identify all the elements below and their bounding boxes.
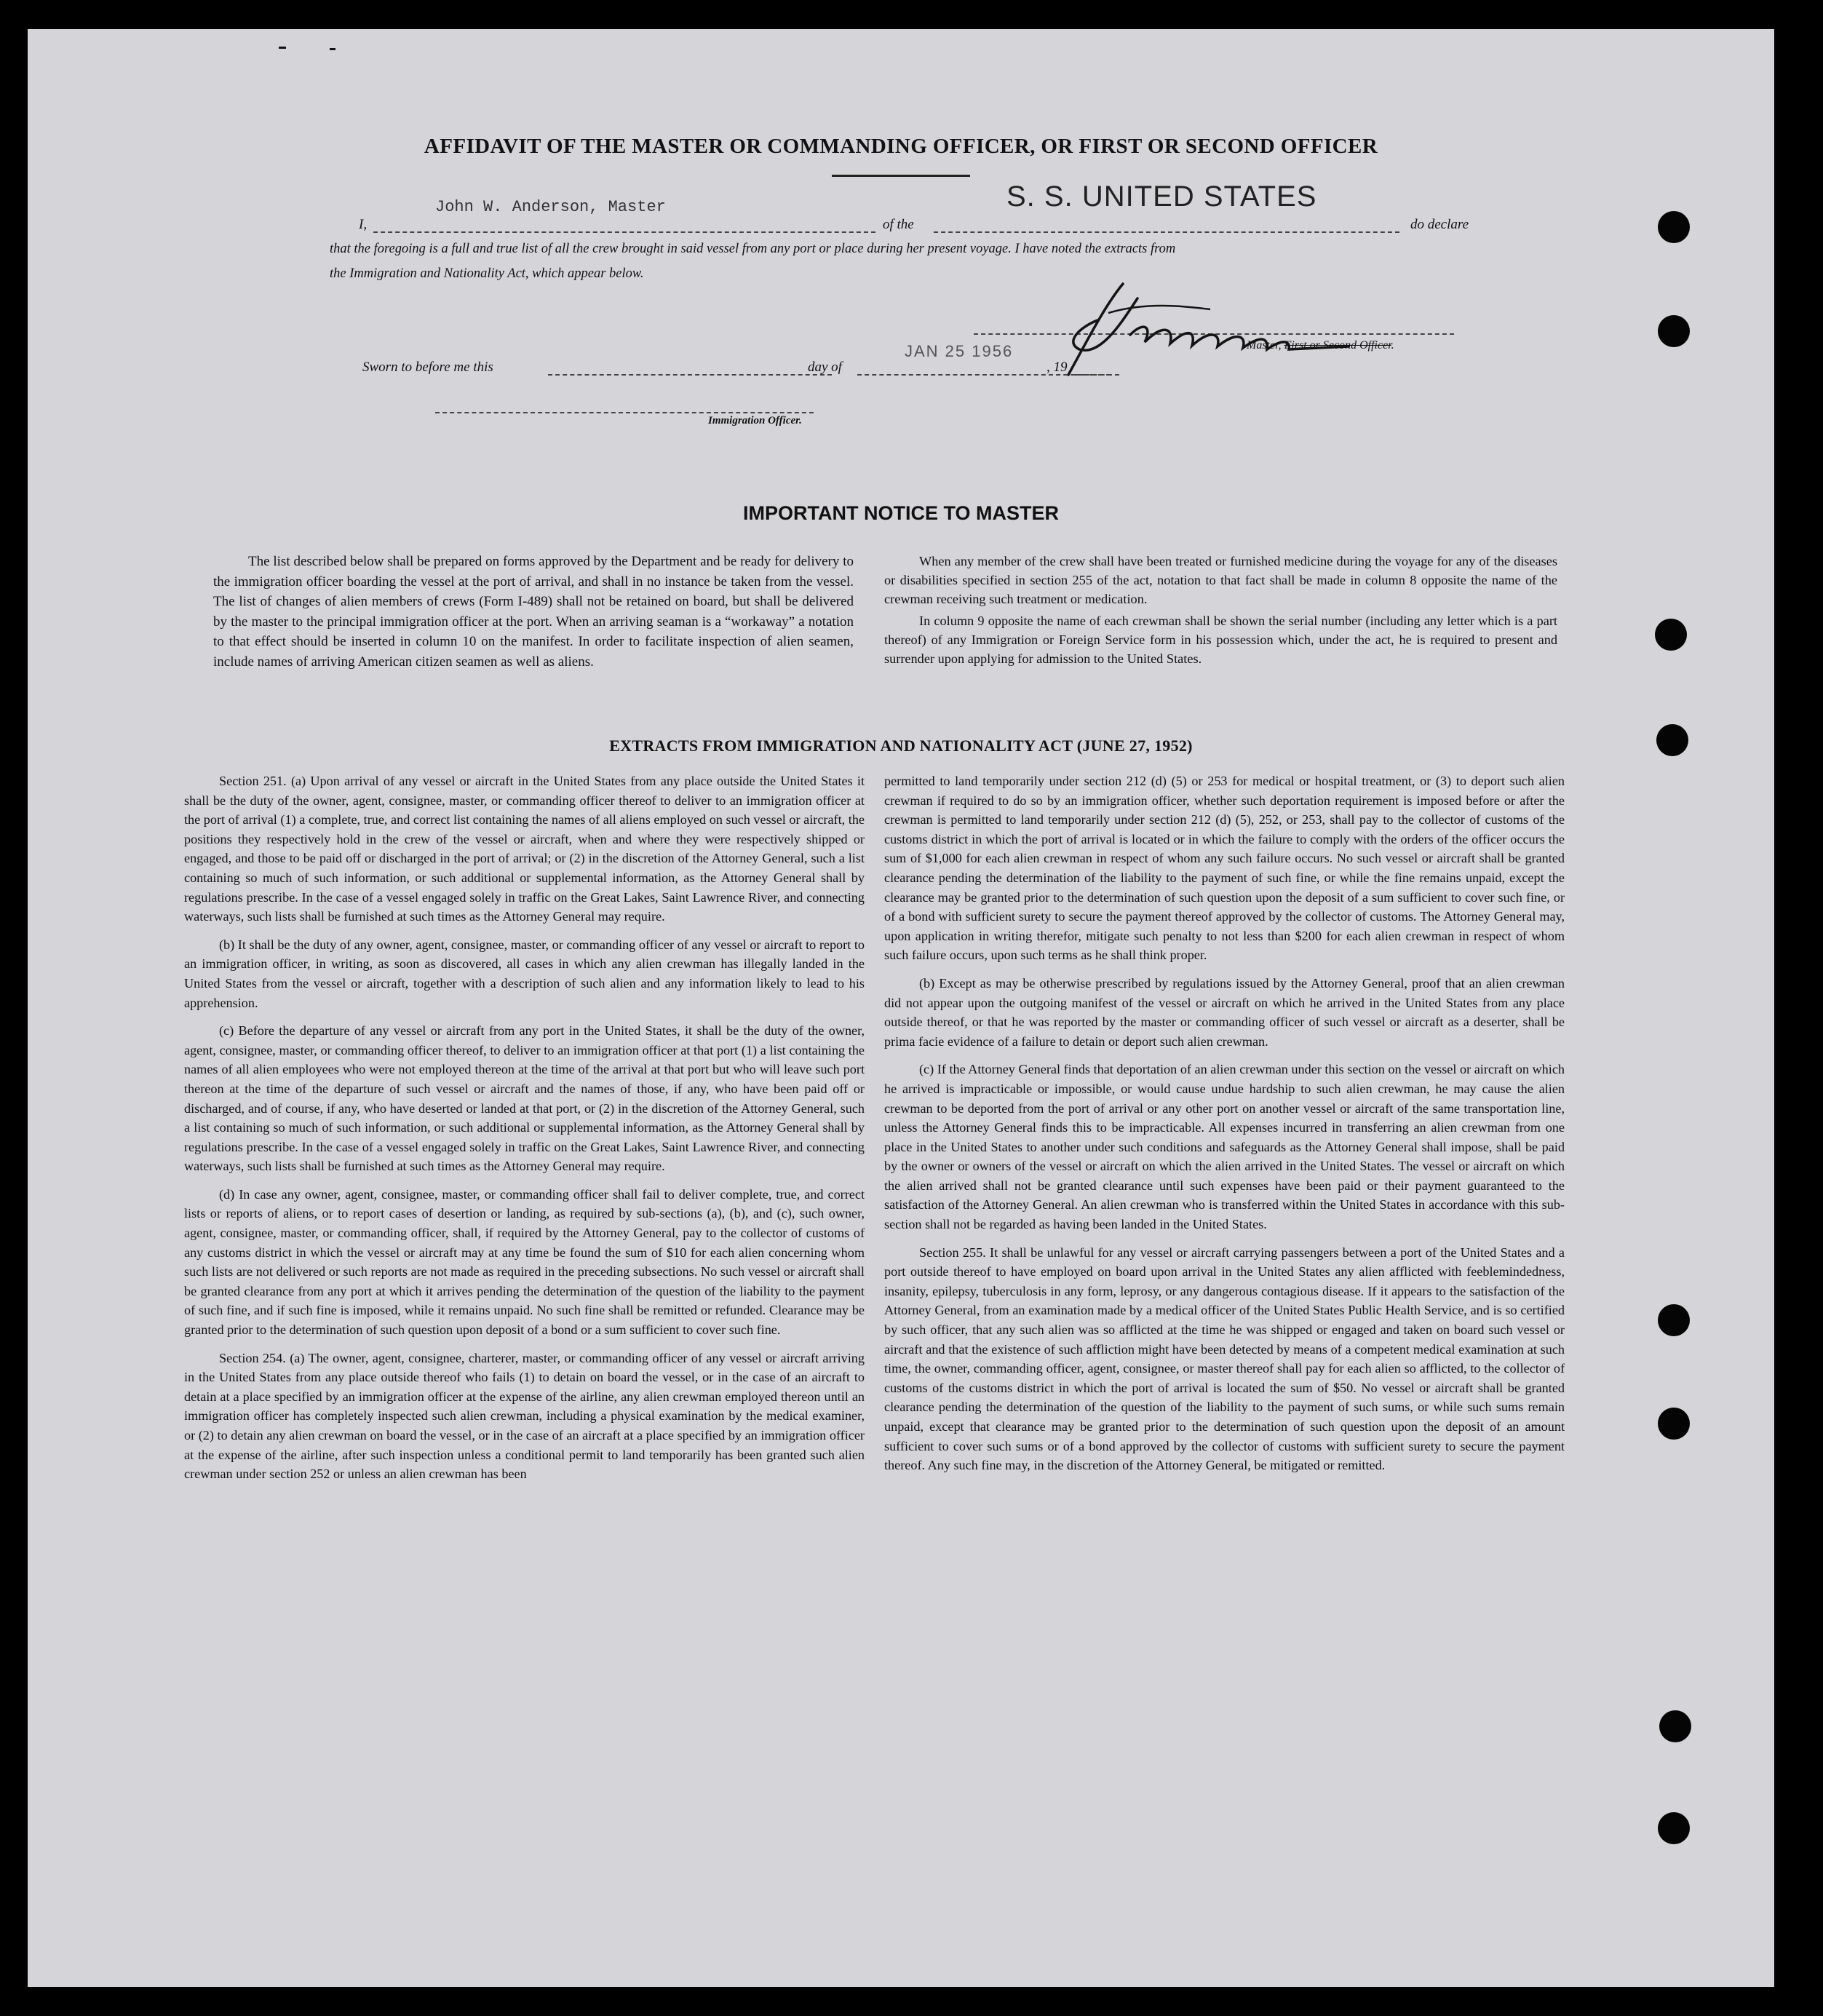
signer-title-struck: First or Second Officer: [1284, 339, 1391, 352]
binder-hole-icon: [1656, 724, 1688, 756]
binder-hole-icon: [1658, 1304, 1690, 1336]
section-251d: (d) In case any owner, agent, consignee, master, or commanding officer shall fail to deliver complete, true, and correct lists or reports of aliens, or to report cases of desertion or landing, as required by sub-sections (a), (b), and (c), such owner, agent, consignee, master, or commanding officer, shall, if required by the Attorney General, pay to the collector of customs of any customs district in which the vessel or aircraft may at any time be found the sum of $10 for each alien concerning whom such lists are not delivered or such reports are not made as required in the preceding subsections. No such vessel or aircraft shall be granted clearance from any port at which it arrives pending the determination of the question of the liability to the payment of such fine, and if such fine is imposed, while it remains unpaid. No such fine shall be remitted or refunded. Clearance may be granted prior to the determination of such question upon deposit of a bond or a sum sufficient to cover such fine.: [184, 1186, 865, 1338]
notice-right-paragraph-1: When any member of the crew shall have been treated or furnished medicine during the voyage for any of the diseases or disabilities specified in section 255 of the act, notation to that fact shall be made in column 8 opposite the name of the crewman receiving such treatment or medication.: [884, 554, 1557, 606]
notice-left-column: [213, 552, 854, 680]
vessel-line: [934, 231, 1399, 233]
year-line: [1074, 374, 1111, 376]
binder-hole-icon: [1655, 619, 1687, 651]
section-254a: Section 254. (a) The owner, agent, consignee, charterer, master, or commanding officer of any vessel or aircraft arriving in the United States from any place outside thereof who fails (1) to detain on board the vessel, or in the case of an aircraft to detain at a place specified by an immigration officer at the expense of the airline, any alien crewman employed thereon until an immigration officer has completely inspected such alien crewman, including a physical examination by the medical examiner, or (2) to detain any alien crewman on board the vessel, or in the case of an aircraft at a place specified by an immigration officer at the expense of the airline, after such inspection unless a conditional permit to land temporarily has been granted such alien crewman under section 252 or unless an alien crewman has been: [184, 1350, 865, 1482]
declarant-name: John W. Anderson, Master: [435, 198, 666, 216]
year-label: , 19: [1046, 360, 1068, 375]
statement-line-2: the Immigration and Nationality Act, which appear below.: [330, 266, 644, 281]
sworn-day-line: [548, 374, 832, 376]
notice-right-column: [884, 552, 1557, 677]
officer-label: Immigration Officer.: [708, 415, 802, 426]
section-254b: (b) Except as may be otherwise prescribed by regulations issued by the Attorney General, proof that an alien crewman did not appear upon the outgoing manifest of the vessel or aircraft on which he arrived in the United States from any place outside thereof, or that he was reported by the master or commanding officer of such vessel or aircraft as a deserter, shall be prima facie evidence of a failure to detain or deport such alien crewman.: [884, 975, 1565, 1049]
i-label: I,: [359, 217, 368, 232]
day-of-label: day of: [808, 360, 842, 375]
declarant-line: [373, 231, 875, 233]
extracts-left-column: [184, 771, 865, 1493]
section-251c: (c) Before the departure of any vessel or aircraft from any port in the United States, it shall be the duty of the owner, agent, consignee, master, or commanding officer thereof, to deliver to an immigration officer at that port (1) a list containing the names of all alien employees who were not employed thereon at the time of the arrival at that port but who will leave such port thereon at the time of the departure of such vessel or aircraft and the names of those, if any, who have been paid off or discharged, and of course, if any, who have deserted or landed at that port, or (2) in the discretion of the Attorney General, such a list containing so much of such information, or such additional or supplemental information, as the Attorney General shall by regulations prescribe. In the case of a vessel engaged solely in traffic on the Great Lakes, Saint Lawrence River, and connecting waterways, such lists shall be furnished at such times as the Attorney General may require.: [184, 1023, 865, 1174]
of-the-label: of the: [883, 217, 914, 232]
speck: [330, 48, 335, 50]
section-251b: (b) It shall be the duty of any owner, agent, consignee, master, or commanding officer of any vessel or aircraft to report to an immigration officer, in writing, as soon as discovered, all cases in which any alien crewman has illegally landed in the United States from the vessel or aircraft, together with a description of such alien and any information likely to lead to his apprehension.: [184, 937, 865, 1010]
notice-heading: IMPORTANT NOTICE TO MASTER: [743, 502, 1059, 524]
signer-title: [1247, 339, 1394, 352]
vessel-name: S. S. UNITED STATES: [1006, 180, 1317, 213]
binder-hole-icon: [1658, 1408, 1690, 1440]
binder-hole-icon: [1658, 211, 1690, 243]
section-251a: Section 251. (a) Upon arrival of any vessel or aircraft in the United States from any place outside the United States it shall be the duty of the owner, agent, consignee, master, or commanding officer thereof to deliver to an immigration officer at the port of arrival (1) a complete, true, and correct list containing the names of all aliens employed on such vessel or aircraft, the positions they respectively hold in the crew of the vessel or aircraft, when and where they were respectively shipped or engaged, and those to be paid off or discharged in the port of arrival; or (2) in the discretion of the Attorney General, such a list containing so much of such information, or such additional or supplemental information, as the Attorney General shall by regulations prescribe. In the case of a vessel engaged solely in traffic on the Great Lakes, Saint Lawrence River, and connecting waterways, such lists shall be furnished at such times as the Attorney General may require.: [184, 774, 865, 924]
signer-title-end: .: [1391, 339, 1394, 352]
section-254c: (c) If the Attorney General finds that deportation of an alien crewman under this section on the vessel or aircraft on which he arrived is impracticable or impossible, or would cause undue hardship to such alien crewman, he may cause the alien crewman to be deported from the port of arrival or any other port on another vessel or aircraft of the same transportation line, unless the Attorney General finds this to be impracticable. All expenses incurred in transferring an alien crewman from one place in the United States to another under such conditions and safeguards as the Attorney General shall impose, shall be paid by the owner or owners of the vessel or aircraft on which the alien arrived in the United States. The vessel or aircraft on which the alien arrived shall not be granted clearance until such expenses have been paid or their payment guaranteed to the satisfaction of the Attorney General. An alien crewman who is transferred within the United States in accordance with this sub-section shall not be regarded as having been landed in the United States.: [884, 1062, 1565, 1232]
date-stamp: JAN 25 1956: [905, 342, 1014, 360]
binder-hole-icon: [1658, 315, 1690, 347]
extracts-right-column: [884, 771, 1565, 1484]
binder-hole-icon: [1659, 1710, 1691, 1742]
speck: [279, 47, 286, 49]
section-255: Section 255. It shall be unlawful for any vessel or aircraft carrying passengers between a port of the United States and a port outside thereof to have employed on board upon arrival in the United States any alien afflicted with feeblemindedness, insanity, epilepsy, tuberculosis in any form, leprosy, or any dangerous contagious disease. If it appears to the satisfaction of the Attorney General, from an examination made by a medical officer of the United States Public Health Service, and is so certified by such officer, that any such alien was so afflicted at the time he was shipped or engaged and taken on board such vessel or aircraft and that the existence of such affliction might have been detected by means of a competent medical examination at such time, the owner, commanding officer, agent, consignee, or master thereof shall pay for each alien so afflicted, to the collector of customs of the customs district in which the port of arrival is located the sum of $50. No vessel or aircraft shall be granted clearance pending the determination of the question of the liability to the payment of such sums, or while such sums remain unpaid, except that clearance may be granted prior to the determination of such question upon the deposit of an amount sufficient to cover such sums or of a bond approved by the collector of customs with sufficient surety to secure the payment thereof. Any such fine may, in the discretion of the Attorney General, be mitigated or remitted.: [884, 1245, 1565, 1473]
notice-right-paragraph-2: In column 9 opposite the name of each crewman shall be shown the serial number (including any letter which is a part thereof) of any Immigration or Foreign Service form in his possession which, under the act, he is required to present and surrender upon applying for admission to the United States.: [884, 614, 1557, 666]
extracts-heading: EXTRACTS FROM IMMIGRATION AND NATIONALITY ACT (JUNE 27, 1952): [609, 737, 1193, 755]
notice-left-paragraph: The list described below shall be prepared on forms approved by the Department and be ready for delivery to the immigration officer boarding the vessel at the port of arrival, and shall in no instance be taken from the vessel. The list of changes of alien members of crews (Form I-489) shall not be retained on board, but shall be delivered by the master to the principal immigration officer at the port. When an arriving seaman is a “workaway” a notation to that effect should be inserted in column 10 on the manifest. In order to facilitate inspection of alien seamen, include names of arriving American citizen seamen as well as aliens.: [213, 554, 854, 670]
officer-signature-line: [435, 412, 814, 413]
do-declare-label: do declare: [1410, 217, 1469, 232]
sworn-label: Sworn to before me this: [362, 360, 493, 375]
section-254a-continued: permitted to land temporarily under section 212 (d) (5) or 253 for medical or hospital treatment, or (3) to deport such alien crewman if required to do so by an immigration officer, whether such deportation requirement is imposed before or after the crewman is permitted to land temporarily under section 212 (d) (5), 252, or 253, shall pay to the collector of customs of the customs district in which the port of arrival is located or in which the failure to comply with the orders of the officer occurs the sum of $1,000 for each alien crewman in respect of whom any such failure occurs. No such vessel or aircraft shall be granted clearance pending the determination of the liability to the payment of such fine, or while the fine remains unpaid, except the clearance may be granted prior to the determination of such question upon the deposit of a sum sufficient to cover such fine, or of a bond with sufficient surety to secure the payment thereof approved by the collector of customs. The Attorney General may, upon application in writing therefor, mitigate such penalty to not less than $200 for each alien crewman in respect of whom such failure occurs, upon such terms as he shall think proper.: [884, 774, 1565, 963]
document-page: [28, 29, 1774, 1987]
title-divider: [832, 175, 970, 177]
affidavit-title: AFFIDAVIT OF THE MASTER OR COMMANDING OFFICER, OR FIRST OR SECOND OFFICER: [424, 135, 1378, 158]
signature-icon: [1036, 277, 1363, 386]
statement-line-1: that the foregoing is a full and true list of all the crew brought in said vessel from any port or place during her present voyage. I have noted the extracts from: [330, 242, 1176, 256]
signer-title-master: Master,: [1247, 339, 1282, 352]
binder-hole-icon: [1658, 1812, 1690, 1844]
